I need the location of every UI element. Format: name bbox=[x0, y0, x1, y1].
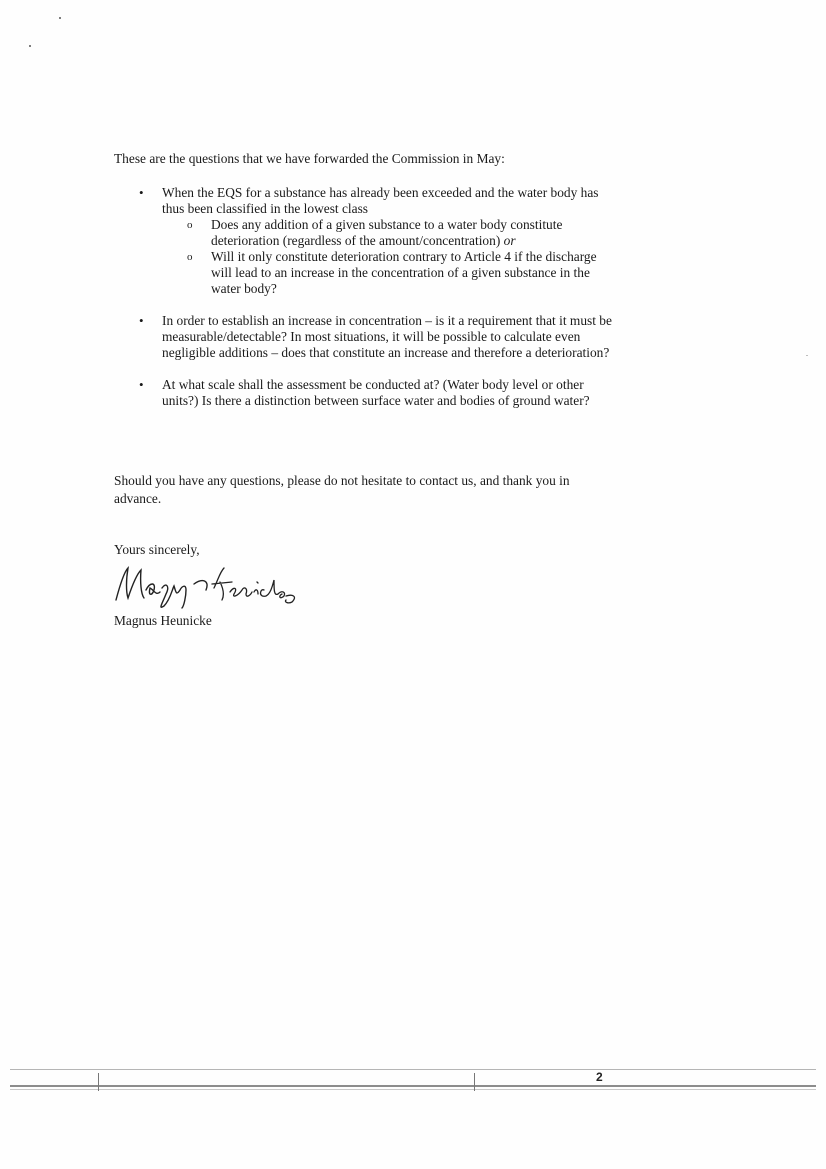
scan-speck bbox=[59, 17, 61, 19]
emphasis-or: or bbox=[503, 233, 516, 248]
intro-text: These are the questions that we have forwarded the Commission in May: bbox=[114, 151, 505, 166]
bullet-icon: • bbox=[139, 313, 144, 328]
closing-text: Should you have any questions, please do not hesitate to contact us, and thank you in advance. bbox=[114, 473, 570, 506]
circle-bullet-icon: o bbox=[187, 251, 193, 263]
salutation: Yours sincerely, bbox=[114, 542, 200, 557]
question-list bbox=[114, 185, 614, 425]
circle-bullet-icon: o bbox=[187, 219, 193, 231]
footer-rule-top bbox=[10, 1069, 816, 1070]
question-text: At what scale shall the assessment be conducted at? (Water body level or other units?) Is there a distinction between surface water and bodies of ground water? bbox=[162, 377, 590, 408]
question-text: When the EQS for a substance has already been exceeded and the water body has thus been classified in the lowest class bbox=[162, 185, 599, 216]
footer-tick-mark bbox=[474, 1073, 475, 1091]
question-item-2 bbox=[114, 313, 614, 361]
sub-question-text: Will it only constitute deterioration contrary to Article 4 if the discharge will lead to an increase in the concentration of a given substance in the water body? bbox=[211, 249, 597, 296]
signer-name: Magnus Heunicke bbox=[114, 613, 212, 628]
question-item-1 bbox=[114, 185, 614, 297]
sub-question-item-2 bbox=[162, 249, 614, 297]
footer-rule-shadow bbox=[10, 1089, 816, 1090]
sub-question-list bbox=[162, 217, 614, 297]
scan-speck bbox=[29, 45, 31, 47]
footer-tick-mark bbox=[98, 1073, 99, 1091]
footer-rule-bottom bbox=[10, 1085, 816, 1087]
handwritten-signature bbox=[110, 560, 300, 610]
sub-question-item-1 bbox=[162, 217, 614, 249]
bullet-icon: • bbox=[139, 377, 144, 392]
page-number: 2 bbox=[596, 1070, 603, 1084]
question-item-3 bbox=[114, 377, 614, 409]
bullet-icon: • bbox=[139, 185, 144, 200]
sub-question-text: Does any addition of a given substance to a water body constitute deterioration (regardless of the amount/concentration) bbox=[211, 217, 563, 248]
question-text: In order to establish an increase in concentration – is it a requirement that it must be measurable/detectable? In most situations, it will be possible to calculate even negligible additions – does that constitute an increase and therefore a deterioration? bbox=[162, 313, 612, 360]
scan-speck bbox=[806, 355, 808, 356]
